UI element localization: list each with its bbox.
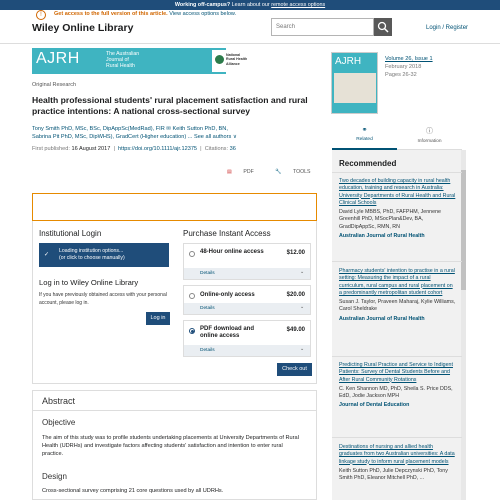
details-label: Details — [200, 306, 215, 311]
option-details[interactable] — [184, 345, 310, 356]
option-price: $49.00 — [286, 327, 305, 333]
design-text: Cross-sectional survey comprising 21 core questions used by all UDRHs. — [42, 488, 224, 494]
authors-line2[interactable]: Sabrina Pit PhD, MSc, DipWHS), GradCert (Higher education) ... See all authors ∨ — [32, 133, 237, 140]
recommended-journal[interactable]: Journal of Dental Education — [339, 402, 410, 409]
recommended-title[interactable]: Two decades of building capacity in rural health education, training and research in Australia: University Departments of Rural Health and Rural Clinical Schools — [339, 178, 456, 206]
off-campus-text: Learn about our — [230, 2, 272, 8]
chevron-down-icon: ⌄ — [299, 305, 304, 310]
purchase-option-48hour[interactable] — [183, 243, 311, 280]
issue-info — [385, 55, 433, 79]
recommended-journal[interactable]: Australian Journal of Rural Health — [339, 233, 425, 240]
divider — [332, 172, 462, 173]
citations-count[interactable]: 36 — [229, 146, 236, 152]
recommended-title[interactable]: Predicting Rural Practice and Service to Indigent Patients: Survey of Dental Students Before and After Rural Community Rotations — [339, 362, 453, 383]
option-name: 48-Hour online access — [200, 249, 264, 255]
pdf-icon: ▤ — [227, 169, 232, 175]
chevron-down-icon: ⌄ — [299, 347, 304, 352]
partner-name — [226, 53, 247, 66]
institution-selector[interactable] — [39, 243, 169, 267]
tools-button[interactable] — [275, 169, 320, 175]
details-label: Details — [200, 271, 215, 276]
sidebar-tabs — [332, 122, 462, 150]
abstract-heading: Abstract — [42, 396, 76, 406]
access-options-link[interactable]: View access options below. — [167, 11, 237, 17]
option-details[interactable] — [184, 268, 310, 279]
divider — [332, 356, 462, 357]
volume-link[interactable]: Volume 26, Issue 1 — [385, 56, 433, 62]
journal-name-line1: The Australian — [106, 51, 140, 57]
article-title: Health professional students' rural placement satisfaction and rural practice intentions: A national cross-sectional survey — [32, 95, 308, 116]
option-price: $20.00 — [286, 292, 305, 298]
access-message — [54, 11, 236, 17]
tab-related[interactable] — [332, 126, 397, 150]
institution-loading-line1: Loading institution options... — [59, 248, 124, 254]
recommended-title[interactable]: Destinations of nursing and allied health graduates from two Australian universities: A data linkage study to inform rural placement models — [339, 444, 455, 465]
purchase-option-pdf[interactable] — [183, 320, 311, 357]
log-in-button[interactable]: Log in — [146, 312, 170, 325]
search-icon — [377, 21, 389, 33]
partner-logo — [212, 50, 258, 72]
option-details[interactable] — [184, 303, 310, 314]
purchase-heading: Purchase Instant Access — [183, 229, 271, 238]
first-published-date: 16 August 2017 — [71, 146, 111, 152]
access-message-bold: Get access to the full version of this article. — [54, 11, 168, 17]
tab-information[interactable] — [397, 126, 462, 144]
chevron-down-icon: ⌄ — [299, 270, 304, 275]
wiley-login-text: If you have previously obtained access with your personal account, please log in. — [39, 292, 167, 306]
recommended-item[interactable] — [339, 178, 457, 240]
pdf-button[interactable] — [227, 169, 264, 175]
wrench-icon: 🔧 — [275, 169, 282, 175]
details-label: Details — [200, 348, 215, 353]
sidebar-scrollbar[interactable] — [461, 150, 466, 500]
info-icon: ⓘ — [426, 128, 433, 135]
journal-name-line2: Journal of — [106, 57, 129, 63]
recommended-item[interactable] — [339, 444, 457, 482]
remote-access-link[interactable]: remote access options — [271, 2, 326, 8]
search-input[interactable]: Search — [271, 18, 374, 36]
recommended-title[interactable]: Pharmacy students' intention to practise in a rural setting: Measuring the impact of a rural curriculum, rural campus and rural placement on a predominantly metropolitan student cohort — [339, 268, 455, 296]
partner-logo-icon — [215, 55, 224, 64]
option-name: PDF download and online access — [200, 326, 254, 339]
recommended-authors: David Lyle MBBS, PhD, FAFPHM, Jennene Greenhill PhD, MSocPlan&Dev, BA, GradDipAppSc, RMN, RN — [339, 209, 441, 230]
institutional-login-heading: Institutional Login — [39, 229, 102, 238]
divider — [332, 261, 462, 262]
citations-label: Citations: — [204, 146, 230, 152]
recommended-heading: Recommended — [339, 159, 397, 168]
objective-text: The aim of this study was to profile students undertaking placements at University Departments of Rural Health (UDRHs) and investigate factors affecting students' satisfaction and intention to enter rural practice. — [42, 435, 299, 457]
recommended-authors: Keith Sutton PhD, Julie Depczynski PhD, Tony Smith PhD, Eleanor Mitchell PhD, ... — [339, 467, 448, 482]
option-price: $12.00 — [286, 250, 305, 256]
cover-image — [334, 73, 376, 103]
radio-button-selected[interactable] — [189, 328, 195, 334]
partner-name-line2: Rural Health — [226, 57, 248, 62]
pdf-label: PDF — [243, 169, 254, 175]
radio-button[interactable] — [189, 251, 195, 257]
purchase-option-online[interactable] — [183, 285, 311, 315]
objective-heading: Objective — [42, 418, 76, 427]
journal-name-line3: Rural Health — [106, 63, 135, 69]
scrollbar-thumb[interactable] — [461, 170, 466, 290]
cover-title: AJRH — [335, 56, 362, 67]
tab-information-label: Information — [417, 139, 442, 144]
design-heading: Design — [42, 472, 67, 481]
recommended-authors: Susan J. Taylor, Praveen Maharaj, Kylie Williams, Carol Sheldrake — [339, 299, 456, 313]
access-alert — [32, 193, 317, 221]
abstract-divider — [32, 410, 317, 411]
article-section: Original Research — [32, 82, 77, 88]
authors-line1[interactable]: Tony Smith PhD, MSc, BSc, DipAppSc(MedRad), FIR ✉ Keith Sutton PhD, BN, — [32, 126, 228, 132]
related-icon: ⚭ — [361, 127, 368, 134]
partner-name-line1: National — [226, 53, 241, 57]
issue-cover[interactable] — [331, 52, 378, 114]
recommended-item[interactable] — [339, 362, 457, 410]
institution-loading-line2: (or click to choose manually) — [59, 254, 125, 261]
radio-button[interactable] — [189, 293, 195, 299]
partner-name-line3: Alliance — [226, 61, 240, 66]
publication-info: First published: 16 August 2017 | https://doi.org/10.1111/ajr.12375 | Citations: 36 — [32, 146, 236, 152]
recommended-journal[interactable]: Australian Journal of Rural Health — [339, 315, 425, 322]
site-logo[interactable]: Wiley Online Library — [32, 22, 134, 34]
tools-label: TOOLS — [293, 169, 311, 175]
first-published-label: First published: — [32, 146, 72, 152]
journal-acronym: AJRH — [36, 50, 80, 67]
recommended-authors: C. Ken Shannon MD, PhD, Sheila S. Price DDS, EdD, Jodie Jackson MPH — [339, 385, 453, 400]
doi-link[interactable]: https://doi.org/10.1111/ajr.12375 — [118, 146, 198, 152]
checkout-button[interactable]: Check out — [277, 363, 312, 376]
recommended-item[interactable] — [339, 268, 457, 323]
search-button[interactable] — [374, 18, 392, 36]
journal-name — [106, 51, 139, 69]
tab-related-label: Related — [356, 137, 373, 142]
check-icon: ✓ — [44, 252, 50, 258]
issue-pages: Pages 26-32 — [385, 72, 417, 78]
alert-icon: ! — [36, 10, 46, 20]
off-campus-banner — [0, 0, 500, 10]
issue-date: February 2018 — [385, 64, 422, 70]
option-name: Online-only access — [200, 292, 255, 298]
divider — [332, 437, 462, 438]
journal-banner[interactable] — [32, 48, 248, 74]
author-list — [32, 126, 322, 141]
login-register-link[interactable]: Login / Register — [426, 25, 469, 31]
wiley-login-heading: Log in to Wiley Online Library — [39, 278, 139, 287]
off-campus-bold: Working off-campus? — [174, 2, 231, 8]
